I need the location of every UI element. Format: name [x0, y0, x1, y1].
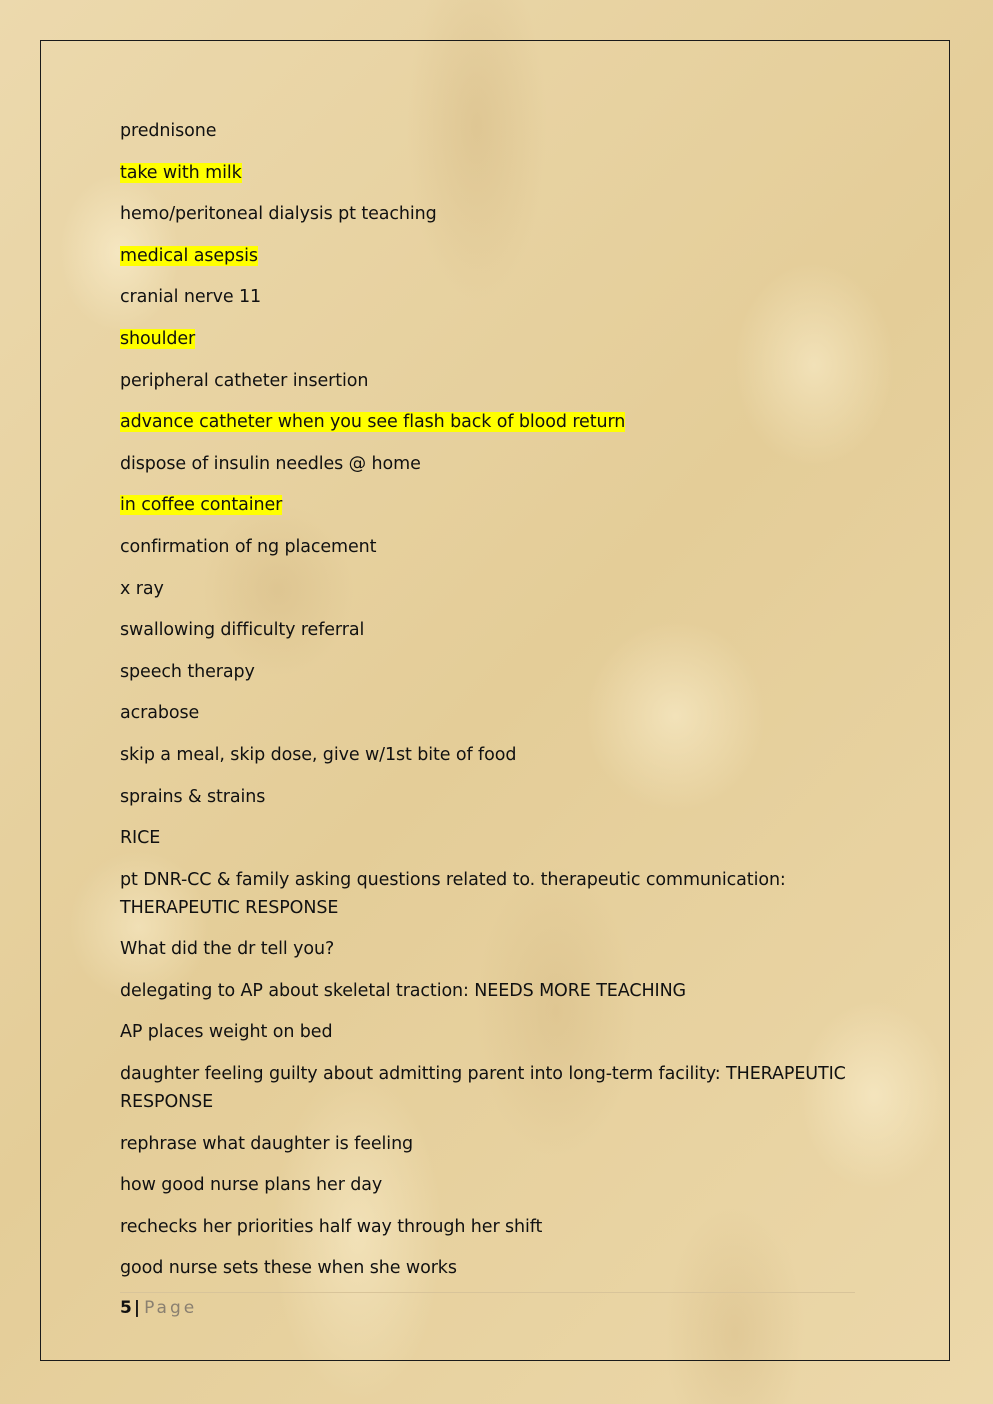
- line-text: how good nurse plans her day: [120, 1175, 383, 1196]
- text-line: [120, 159, 850, 187]
- line-text: pt DNR-CC & family asking questions related to. therapeutic communication: THERAPEUTIC RESPONSE: [120, 869, 786, 918]
- line-text: sprains & strains: [120, 786, 266, 807]
- text-line: [120, 1171, 850, 1199]
- line-text: dispose of insulin needles @ home: [120, 453, 421, 474]
- text-line: [120, 741, 850, 769]
- text-line: [120, 1130, 850, 1158]
- page-footer: [120, 1295, 197, 1321]
- line-text: skip a meal, skip dose, give w/1st bite of food: [120, 744, 517, 765]
- text-line: [120, 1060, 850, 1116]
- text-line: [120, 1018, 850, 1046]
- footer-divider: [120, 1292, 855, 1293]
- line-text: AP places weight on bed: [120, 1022, 333, 1043]
- text-line: [120, 283, 850, 311]
- text-line: [120, 450, 850, 478]
- text-line: [120, 533, 850, 561]
- line-text: rechecks her priorities half way through her shift: [120, 1216, 543, 1237]
- page-label: Page: [144, 1298, 198, 1318]
- text-line: [120, 408, 850, 436]
- line-text: rephrase what daughter is feeling: [120, 1133, 414, 1154]
- line-text: RICE: [120, 828, 161, 849]
- document-body: [120, 117, 850, 1296]
- line-text: prednisone: [120, 121, 217, 141]
- text-line: [120, 977, 850, 1005]
- line-text: cranial nerve 11: [120, 287, 262, 308]
- line-text: acrabose: [120, 703, 200, 724]
- text-line: [120, 367, 850, 395]
- text-line: [120, 699, 850, 727]
- text-line: [120, 491, 850, 519]
- line-text: good nurse sets these when she works: [120, 1258, 457, 1279]
- text-line: [120, 575, 850, 603]
- text-line: [120, 866, 850, 922]
- line-text: daughter feeling guilty about admitting parent into long-term facility: THERAPEUTIC RESPONSE: [120, 1064, 846, 1113]
- line-text: in coffee container: [120, 495, 283, 516]
- text-line: [120, 200, 850, 228]
- text-line: [120, 1213, 850, 1241]
- text-line: [120, 658, 850, 686]
- text-line: [120, 325, 850, 353]
- line-text: advance catheter when you see flash back of blood return: [120, 412, 626, 433]
- line-text: x ray: [120, 578, 164, 599]
- line-text: swallowing difficulty referral: [120, 620, 365, 641]
- text-line: [120, 616, 850, 644]
- line-text: speech therapy: [120, 661, 255, 682]
- text-line: [120, 783, 850, 811]
- line-text: hemo/peritoneal dialysis pt teaching: [120, 204, 437, 225]
- line-text: confirmation of ng placement: [120, 536, 377, 557]
- line-text: peripheral catheter insertion: [120, 370, 369, 391]
- text-line: [120, 824, 850, 852]
- page-number: 5: [120, 1298, 132, 1318]
- text-line: [120, 935, 850, 963]
- text-line: [120, 242, 850, 270]
- line-text: medical asepsis: [120, 245, 258, 266]
- line-text: What did the dr tell you?: [120, 939, 335, 960]
- text-line: [120, 1254, 850, 1282]
- line-text: shoulder: [120, 328, 196, 349]
- line-text: delegating to AP about skeletal traction: NEEDS MORE TEACHING: [120, 980, 687, 1001]
- footer-separator: |: [133, 1298, 141, 1318]
- text-line: [120, 117, 850, 145]
- line-text: take with milk: [120, 162, 242, 183]
